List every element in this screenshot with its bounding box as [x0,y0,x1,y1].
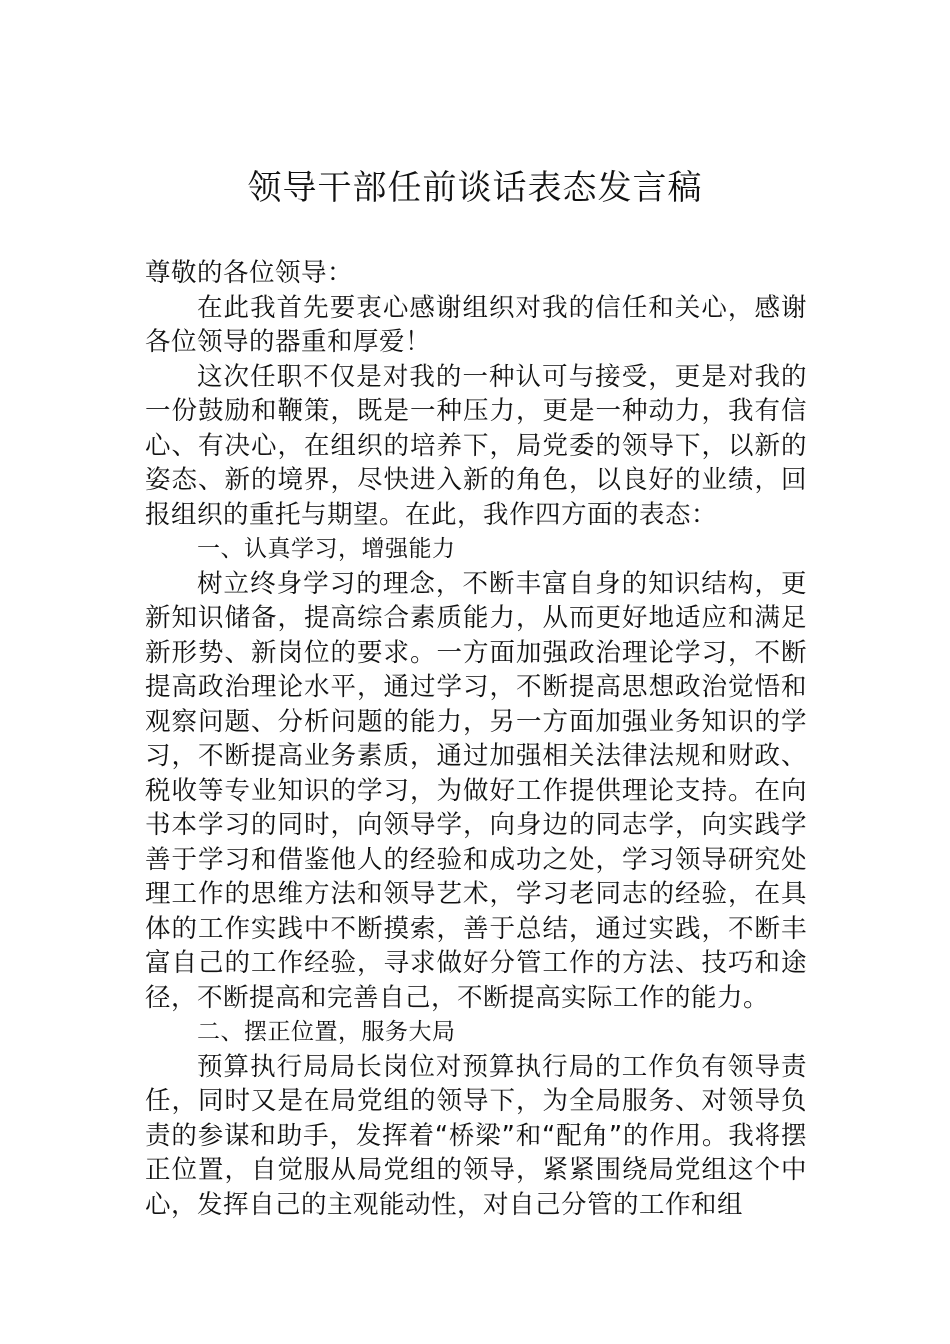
document-body [145,256,807,1222]
document-title: 领导干部任前谈话表态发言稿 [247,168,703,208]
section-text-1: 树立终身学习的理念，不断丰富自身的知识结构，更新知识储备，提高综合素质能力，从而更好地适应和满足新形势、新岗位的要求。一方面加强政治理论学习，不断提高政治理论水平，通过学习，不断提高思想政治觉悟和观察问题、分析问题的能力，另一方面加强业务知识的学习，不断提高业务素质，通过加强相关法律法规和财政、税收等专业知识的学习，为做好工作提供理论支持。在向书本学习的同时，向领导学，向身边的同志学，向实践学善于学习和借鉴他人的经验和成功之处，学习领导研究处理工作的思维方法和领导艺术，学习老同志的经验，在具体的工作实践中不断摸索，善于总结，通过实践，不断丰富自己的工作经验，寻求做好分管工作的方法、技巧和途径，不断提高和完善自己，不断提高实际工作的能力。 [145,568,807,1013]
section-heading-2: 二、摆正位置，服务大局 [197,1019,456,1045]
section-heading-1: 一、认真学习，增强能力 [197,536,456,562]
paragraph-appointment: 这次任职不仅是对我的一种认可与接受，更是对我的一份鼓励和鞭策，既是一种压力，更是一种动力，我有信心、有决心，在组织的培养下，局党委的领导下，以新的姿态、新的境界，尽快进入新的角色，以良好的业绩，回报组织的重托与期望。在此，我作四方面的表态： [145,361,807,530]
section-text-2: 预算执行局局长岗位对预算执行局的工作负有领导责任，同时又是在局党组的领导下，为全局服务、对领导负责的参谋和助手，发挥着“桥梁”和“配角”的作用。我将摆正位置，自觉服从局党组的领导，紧紧围绕局党组这个中心，发挥自己的主观能动性，对自己分管的工作和组 [145,1051,807,1220]
paragraph-thanks: 在此我首先要衷心感谢组织对我的信任和关心，感谢各位领导的器重和厚爱！ [145,292,807,357]
salutation: 尊敬的各位领导： [145,258,354,288]
